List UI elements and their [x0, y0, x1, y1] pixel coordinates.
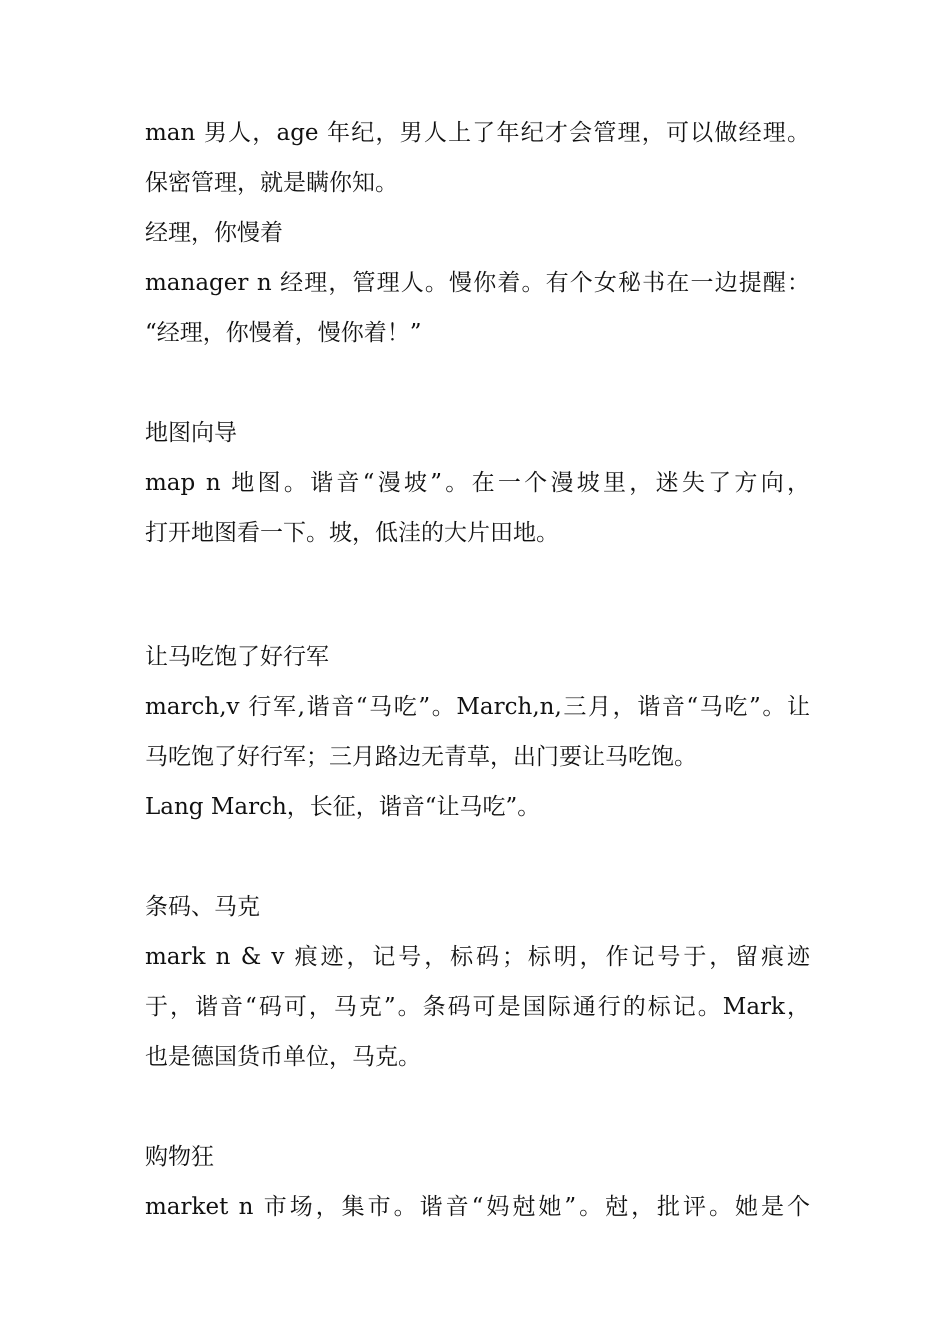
- text-line: 保密管理，就是瞒你知。: [145, 170, 398, 196]
- text-line: 也是德国货币单位，马克。: [145, 1044, 421, 1070]
- section-heading: 条码、马克: [145, 894, 260, 920]
- text-line: man 男人，age 年纪，男人上了年纪才会管理，可以做经理。: [145, 120, 810, 146]
- text-line: 于，谐音“码可，马克”。条码可是国际通行的标记。Mark，: [145, 994, 810, 1020]
- text-line: manager n 经理，管理人。慢你着。有个女秘书在一边提醒：: [145, 270, 810, 296]
- text-line: map n 地图。谐音“漫坡”。在一个漫坡里，迷失了方向，: [145, 470, 810, 496]
- section-heading: 地图向导: [145, 420, 237, 446]
- text-line: 打开地图看一下。坡，低洼的大片田地。: [145, 520, 559, 546]
- text-line: march,v 行军,谐音“马吃”。March,n,三月，谐音“马吃”。让: [145, 694, 810, 720]
- section-heading: 购物狂: [145, 1144, 214, 1170]
- text-line: mark n & v 痕迹，记号，标码；标明，作记号于，留痕迹: [145, 944, 810, 970]
- text-line: Lang March，长征，谐音“让马吃”。: [145, 794, 541, 820]
- section-heading: 让马吃饱了好行军: [145, 644, 329, 670]
- text-line: 马吃饱了好行军；三月路边无青草，出门要让马吃饱。: [145, 744, 697, 770]
- section-heading: 经理，你慢着: [145, 220, 283, 246]
- text-line: “经理，你慢着，慢你着！”: [145, 320, 422, 346]
- text-line: market n 市场，集市。谐音“妈尅她”。尅，批评。她是个: [145, 1194, 810, 1220]
